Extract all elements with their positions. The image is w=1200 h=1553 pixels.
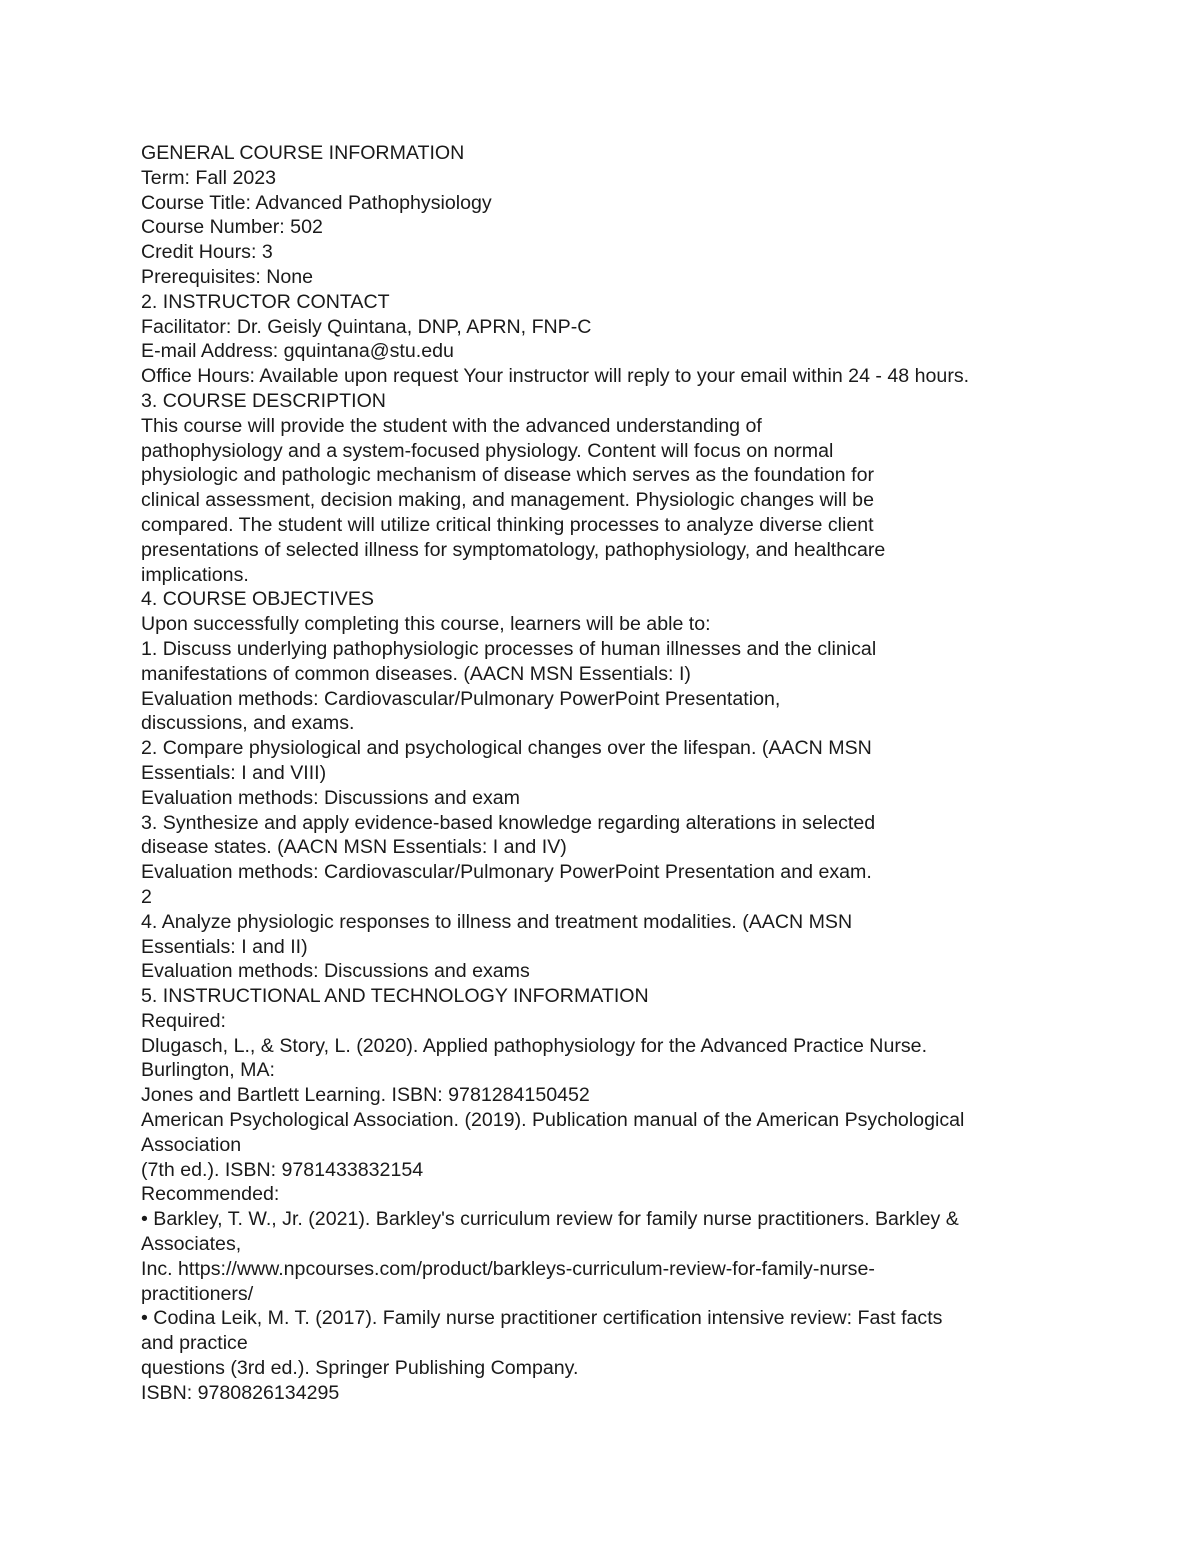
reference-line: (7th ed.). ISBN: 9781433832154 xyxy=(141,1158,424,1181)
evaluation-methods-line: Evaluation methods: Cardiovascular/Pulmonary PowerPoint Presentation and exam. xyxy=(141,861,872,884)
document-body xyxy=(141,141,1141,1406)
office-hours-line: Office Hours: Available upon request Your instructor will reply to your email within 24 - 48 hours. xyxy=(141,365,970,388)
facilitator-line: Facilitator: Dr. Geisly Quintana, DNP, APRN, FNP-C xyxy=(141,315,592,338)
section-heading-instructional-technology: 5. INSTRUCTIONAL AND TECHNOLOGY INFORMATION xyxy=(141,985,649,1008)
evaluation-methods-line: Evaluation methods: Discussions and exams xyxy=(141,960,530,983)
description-line: pathophysiology and a system-focused physiology. Content will focus on normal xyxy=(141,439,834,462)
objective-line: 2. Compare physiological and psychological changes over the lifespan. (AACN MSN xyxy=(141,737,872,760)
credit-hours-line: Credit Hours: 3 xyxy=(141,241,273,264)
objective-line: Essentials: I and VIII) xyxy=(141,761,327,784)
course-number-line: Course Number: 502 xyxy=(141,216,323,239)
section-heading-instructor-contact: 2. INSTRUCTOR CONTACT xyxy=(141,290,390,313)
description-line: clinical assessment, decision making, and management. Physiologic changes will be xyxy=(141,489,874,512)
page-number: 2 xyxy=(141,885,152,908)
recommended-reference-line: • Codina Leik, M. T. (2017). Family nurse practitioner certification intensive review: Fast facts xyxy=(141,1307,943,1330)
evaluation-methods-line: Evaluation methods: Discussions and exam xyxy=(141,786,521,809)
recommended-reference-line: ISBN: 9780826134295 xyxy=(141,1381,340,1404)
reference-line: Dlugasch, L., & Story, L. (2020). Applied pathophysiology for the Advanced Practice Nurse. xyxy=(141,1034,928,1057)
term-line: Term: Fall 2023 xyxy=(141,166,277,189)
prerequisites-line: Prerequisites: None xyxy=(141,265,314,288)
reference-line: American Psychological Association. (2019). Publication manual of the American Psychological xyxy=(141,1109,965,1132)
section-heading-course-description: 3. COURSE DESCRIPTION xyxy=(141,389,386,412)
reference-line: Association xyxy=(141,1133,242,1156)
recommended-reference-line: questions (3rd ed.). Springer Publishing Company. xyxy=(141,1357,579,1380)
recommended-reference-line: Associates, xyxy=(141,1233,242,1256)
description-line: presentations of selected illness for symptomatology, pathophysiology, and healthcare xyxy=(141,538,886,561)
email-address-line: E-mail Address: gquintana@stu.edu xyxy=(141,340,454,363)
description-line: implications. xyxy=(141,563,249,586)
objective-line: manifestations of common diseases. (AACN MSN Essentials: I) xyxy=(141,662,691,685)
objective-line: disease states. (AACN MSN Essentials: I and IV) xyxy=(141,836,567,859)
recommended-label: Recommended: xyxy=(141,1183,280,1206)
description-line: compared. The student will utilize critical thinking processes to analyze diverse client xyxy=(141,513,874,536)
recommended-reference-line: practitioners/ xyxy=(141,1282,254,1305)
objective-line: Essentials: I and II) xyxy=(141,935,308,958)
section-heading-general-course-information: GENERAL COURSE INFORMATION xyxy=(141,142,465,164)
evaluation-methods-line: Evaluation methods: Cardiovascular/Pulmonary PowerPoint Presentation, xyxy=(141,687,781,710)
objective-line: 1. Discuss underlying pathophysiologic processes of human illnesses and the clinical xyxy=(141,637,877,660)
objective-line: 3. Synthesize and apply evidence-based knowledge regarding alterations in selected xyxy=(141,811,876,834)
objective-line: 4. Analyze physiologic responses to illness and treatment modalities. (AACN MSN xyxy=(141,910,853,933)
description-line: physiologic and pathologic mechanism of disease which serves as the foundation for xyxy=(141,464,875,487)
description-line: This course will provide the student with the advanced understanding of xyxy=(141,414,762,437)
reference-line: Burlington, MA: xyxy=(141,1059,275,1082)
recommended-reference-line: and practice xyxy=(141,1332,248,1355)
evaluation-methods-line: discussions, and exams. xyxy=(141,712,355,735)
objectives-intro-line: Upon successfully completing this course, learners will be able to: xyxy=(141,613,711,636)
section-heading-course-objectives: 4. COURSE OBJECTIVES xyxy=(141,588,375,611)
recommended-reference-line: • Barkley, T. W., Jr. (2021). Barkley's curriculum review for family nurse practitioners. Barkley & xyxy=(141,1208,959,1231)
course-title-line: Course Title: Advanced Pathophysiology xyxy=(141,191,492,214)
recommended-reference-line: Inc. https://www.npcourses.com/product/barkleys-curriculum-review-for-family-nurse- xyxy=(141,1257,875,1280)
required-label: Required: xyxy=(141,1009,226,1032)
reference-line: Jones and Bartlett Learning. ISBN: 9781284150452 xyxy=(141,1084,590,1107)
